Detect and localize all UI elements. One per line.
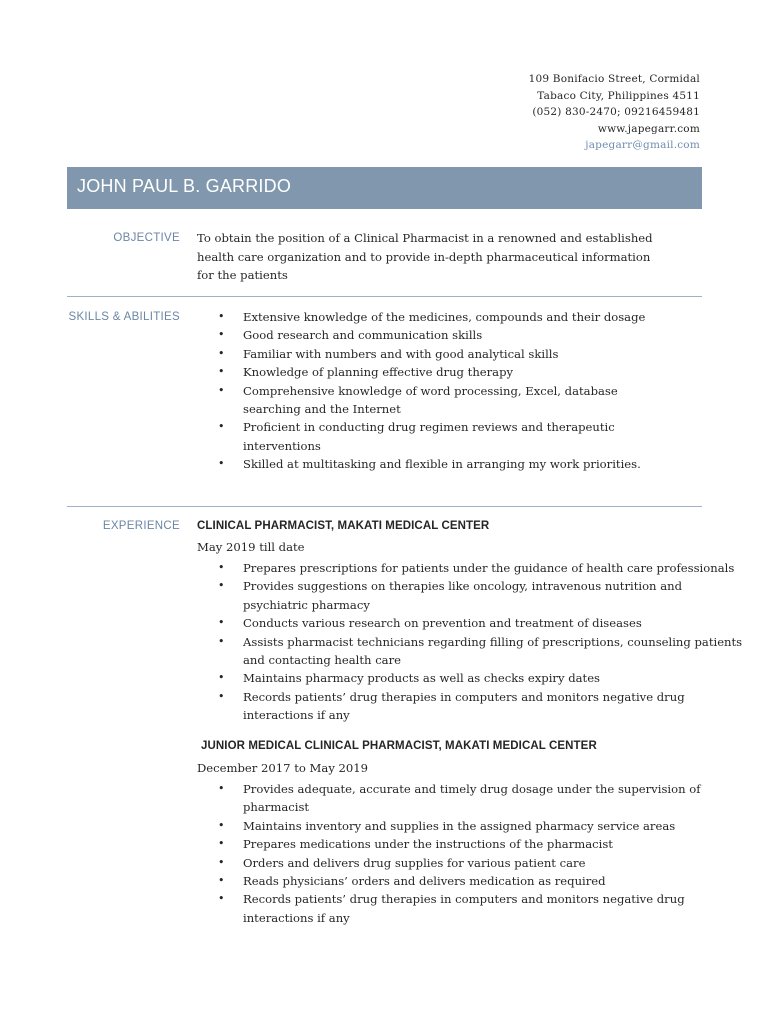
duty-item: [197, 688, 742, 725]
job-duties-list: [197, 559, 742, 725]
duty-item: [197, 872, 701, 890]
skill-item: [197, 418, 645, 455]
skill-item-text: • Good research and communication skills: [243, 328, 483, 343]
duty-item: [197, 835, 701, 853]
duty-item-text: • Provides suggestions on therapies like oncology, intravenous nutrition and: [243, 579, 683, 594]
duty-item-text: • Prepares prescriptions for patients under the guidance of health care professionals: [243, 561, 735, 575]
objective-text: [197, 229, 653, 285]
duty-item-text: • Orders and delivers drug supplies for various patient care: [243, 855, 586, 870]
objective-line: health care organization and to provide in-depth pharmaceutical information: [197, 249, 651, 264]
experience-heading: EXPERIENCE: [102, 520, 180, 532]
objective-line: for the patients: [197, 268, 288, 282]
job-title: CLINICAL PHARMACIST, MAKATI MEDICAL CENTER: [197, 520, 490, 532]
duty-item-text: • Prepares medications under the instructions of the pharmacist: [243, 837, 613, 852]
duty-item: [197, 854, 701, 872]
skill-item: [197, 363, 645, 381]
name-header-band: [67, 167, 702, 209]
duty-item: [197, 577, 742, 614]
duty-item-text: interactions if any: [243, 910, 350, 925]
duty-item: [197, 669, 742, 687]
job-duties-list: [197, 780, 701, 927]
skill-item-text: • Familiar with numbers and with good analytical skills: [243, 346, 559, 361]
skills-heading: SKILLS & ABILITIES: [68, 311, 180, 323]
address-line-2: Tabaco City, Philippines 4511: [537, 89, 700, 102]
duty-item-text: • Maintains pharmacy products as well as checks expiry dates: [243, 671, 601, 686]
objective-line: To obtain the position of a Clinical Pharmacist in a renowned and established: [197, 231, 653, 245]
duty-item-text: • Provides adequate, accurate and timely drug dosage under the supervision of: [243, 782, 701, 796]
skill-item-text: • Comprehensive knowledge of word processing, Excel, database: [243, 383, 618, 398]
duty-item-text: • Records patients’ drug therapies in computers and monitors negative drug: [243, 892, 685, 907]
skill-item: [197, 308, 645, 326]
duty-item: [197, 890, 701, 927]
skill-item-text: searching and the Internet: [243, 402, 401, 417]
job-dates: May 2019 till date: [197, 540, 305, 554]
duty-item: [197, 559, 742, 577]
duty-item-text: • Maintains inventory and supplies in the assigned pharmacy service areas: [243, 818, 676, 833]
job-title: JUNIOR MEDICAL CLINICAL PHARMACIST, MAKATI MEDICAL CENTER: [201, 740, 597, 752]
duty-item-text: pharmacist: [243, 800, 310, 815]
skill-item: [197, 345, 645, 363]
phone-numbers: (052) 830-2470; 09216459481: [532, 106, 700, 119]
duty-item: [197, 633, 742, 670]
candidate-name: JOHN PAUL B. GARRIDO: [77, 176, 292, 196]
duty-item-text: and contacting health care: [243, 653, 401, 668]
duty-item-text: • Conducts various research on prevention and treatment of diseases: [243, 616, 642, 631]
duty-item: [197, 817, 701, 835]
duty-item-text: • Reads physicians’ orders and delivers medication as required: [243, 874, 606, 889]
duty-item-text: • Assists pharmacist technicians regarding filling of prescriptions, counseling patients: [243, 634, 743, 649]
duty-item-text: • Records patients’ drug therapies in computers and monitors negative drug: [243, 689, 685, 704]
skill-item: [197, 326, 645, 344]
skill-item-text: • Skilled at multitasking and flexible in arranging my work priorities.: [243, 457, 641, 472]
website-link[interactable]: www.japegarr.com: [597, 122, 700, 135]
job-dates: December 2017 to May 2019: [197, 761, 369, 775]
duty-item: [197, 614, 742, 632]
skill-item: [197, 382, 645, 419]
duty-item: [197, 780, 701, 817]
objective-heading: OBJECTIVE: [113, 232, 180, 244]
skill-item-text: • Proficient in conducting drug regimen reviews and therapeutic: [243, 420, 615, 435]
skill-item-text: interventions: [243, 438, 321, 453]
skills-list: [197, 308, 645, 474]
email-link[interactable]: japegarr@gmail.com: [585, 139, 700, 152]
duty-item-text: interactions if any: [243, 708, 350, 723]
skill-item-text: • Extensive knowledge of the medicines, compounds and their dosage: [243, 310, 646, 324]
skill-item-text: • Knowledge of planning effective drug therapy: [243, 365, 514, 380]
duty-item-text: psychiatric pharmacy: [243, 597, 370, 612]
section-divider: [67, 506, 702, 507]
section-divider: [67, 296, 702, 297]
skill-item: [197, 455, 645, 473]
contact-block: [529, 71, 700, 154]
address-line-1: 109 Bonifacio Street, Cormidal: [528, 73, 700, 85]
